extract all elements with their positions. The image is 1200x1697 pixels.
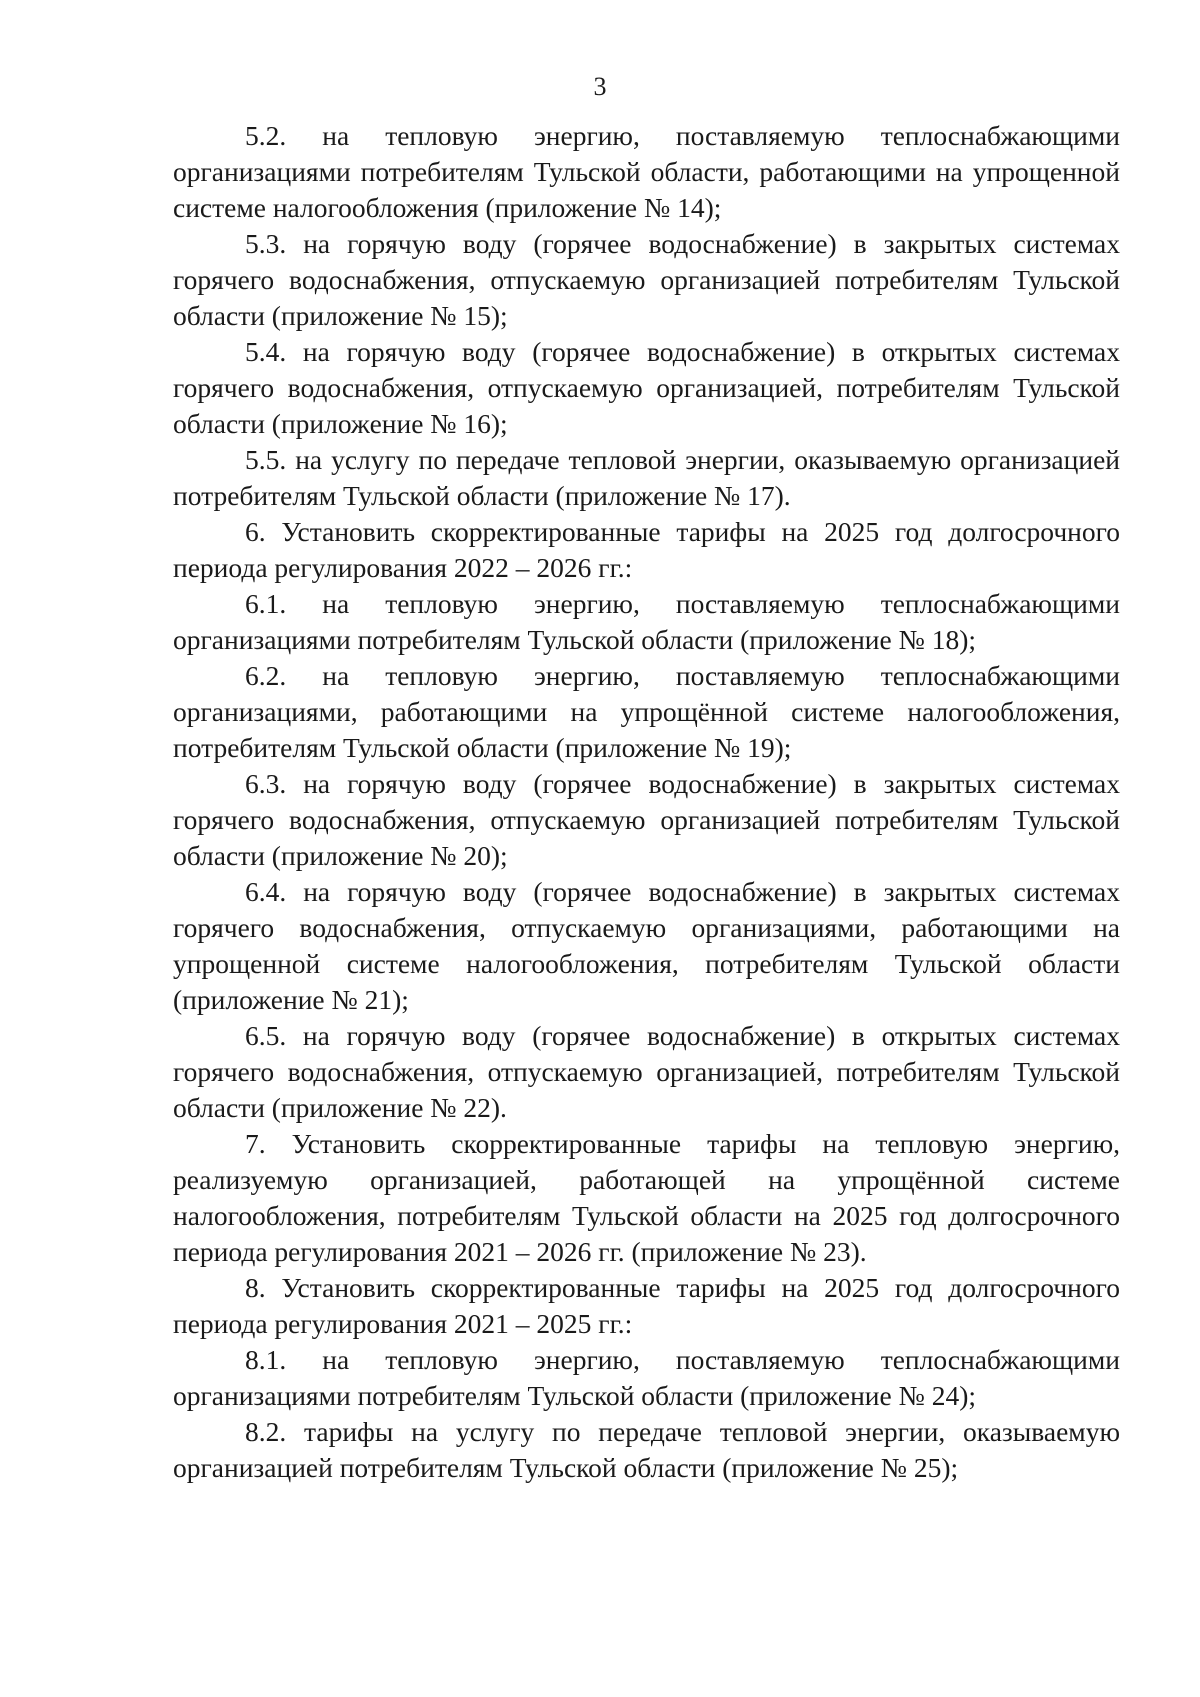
paragraph-6-4: 6.4. на горячую воду (горячее водоснабжение) в закрытых системах горячего водоснабжения, отпускаемую организациями, работающими на упрощенной системе налогообложения, потребителям Тульской области (приложение № 21); (173, 876, 1120, 1015)
paragraph-8: 8. Установить скорректированные тарифы на 2025 год долгосрочного периода регулирования 2021 – 2025 гг.: (173, 1272, 1120, 1339)
paragraph-5-5: 5.5. на услугу по передаче тепловой энергии, оказываемую организацией потребителям Тульской области (приложение № 17). (173, 444, 1120, 511)
paragraph-6-1: 6.1. на тепловую энергию, поставляемую теплоснабжающими организациями потребителям Тульской области (приложение № 18); (173, 588, 1120, 655)
page-number: 3 (593, 72, 607, 101)
paragraph-5-2: 5.2. на тепловую энергию, поставляемую теплоснабжающими организациями потребителям Тульской области, работающими на упрощенной системе налогообложения (приложение № 14); (173, 120, 1120, 223)
paragraph-6-2: 6.2. на тепловую энергию, поставляемую теплоснабжающими организациями, работающими на упрощённой системе налогообложения, потребителям Тульской области (приложение № 19); (173, 660, 1120, 763)
paragraph-7: 7. Установить скорректированные тарифы на тепловую энергию, реализуемую организацией, работающей на упрощённой системе налогообложения, потребителям Тульской области на 2025 год долгосрочного периода регулирования 2021 – 2026 гг. (приложение № 23). (173, 1128, 1120, 1267)
paragraph-6-3: 6.3. на горячую воду (горячее водоснабжение) в закрытых системах горячего водоснабжения, отпускаемую организацией потребителям Тульской области (приложение № 20); (173, 768, 1120, 871)
paragraph-6: 6. Установить скорректированные тарифы на 2025 год долгосрочного периода регулирования 2022 – 2026 гг.: (173, 516, 1120, 583)
document-body (173, 118, 1120, 1486)
paragraph-5-4: 5.4. на горячую воду (горячее водоснабжение) в открытых системах горячего водоснабжения, отпускаемую организацией, потребителям Тульской области (приложение № 16); (173, 336, 1120, 439)
paragraph-8-2: 8.2. тарифы на услугу по передаче тепловой энергии, оказываемую организацией потребителям Тульской области (приложение № 25); (173, 1416, 1120, 1483)
paragraph-5-3: 5.3. на горячую воду (горячее водоснабжение) в закрытых системах горячего водоснабжения, отпускаемую организацией потребителям Тульской области (приложение № 15); (173, 228, 1120, 331)
paragraph-6-5: 6.5. на горячую воду (горячее водоснабжение) в открытых системах горячего водоснабжения, отпускаемую организацией, потребителям Тульской области (приложение № 22). (173, 1020, 1120, 1123)
paragraph-8-1: 8.1. на тепловую энергию, поставляемую теплоснабжающими организациями потребителям Тульской области (приложение № 24); (173, 1344, 1120, 1411)
